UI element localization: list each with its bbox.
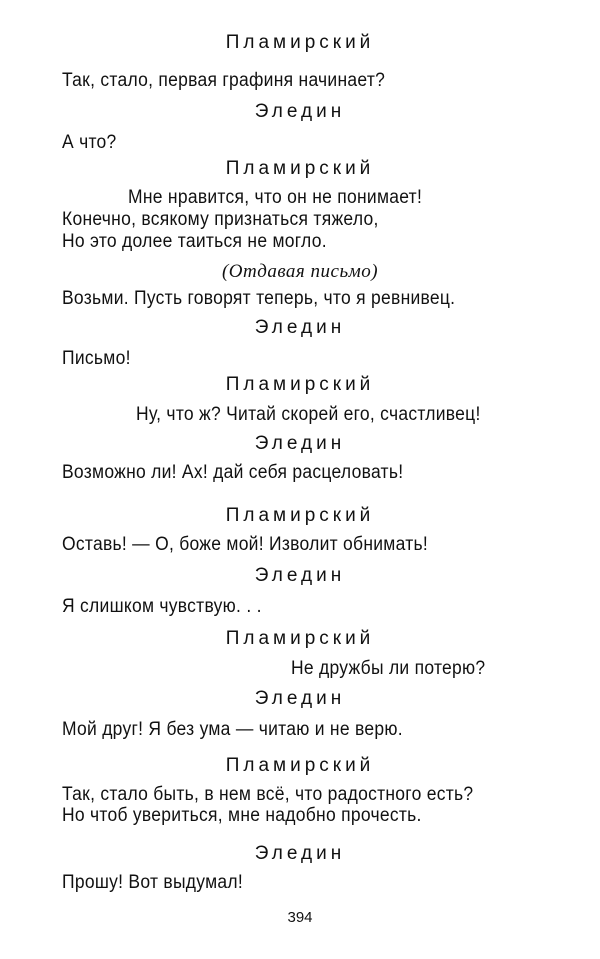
speaker-name: Эледин xyxy=(254,433,346,454)
speaker-name: Пламирский xyxy=(225,755,375,776)
verse-line: А что? xyxy=(62,132,117,153)
verse-line: Мне нравится, что он не понимает! xyxy=(128,187,423,208)
speaker-name: Эледин xyxy=(254,843,346,864)
speaker-name: Эледин xyxy=(254,101,346,122)
speaker-name: Пламирский xyxy=(225,158,375,179)
verse-line: Письмо! xyxy=(62,348,131,369)
speaker-name: Пламирский xyxy=(225,505,375,526)
verse-line: Но это долее таиться не могло. xyxy=(62,231,327,252)
verse-line: Возьми. Пусть говорят теперь, что я ревнивец. xyxy=(62,288,456,309)
speaker-name: Эледин xyxy=(254,688,346,709)
verse-line: Не дружбы ли потерю? xyxy=(291,658,486,679)
verse-line: Конечно, всякому признаться тяжело, xyxy=(62,209,379,230)
verse-line: Но чтоб увериться, мне надобно прочесть. xyxy=(62,805,422,826)
verse-line: Прошу! Вот выдумал! xyxy=(62,872,243,893)
verse-line: Я слишком чувствую. . . xyxy=(62,596,262,617)
speaker-name: Пламирский xyxy=(225,32,375,53)
verse-line: Так, стало быть, в нем всё, что радостного есть? xyxy=(62,784,474,805)
speaker-name: Эледин xyxy=(254,565,346,586)
verse-line: Возможно ли! Ах! дай себя расцеловать! xyxy=(62,462,404,483)
page-number: 394 xyxy=(287,909,313,926)
verse-line: Мой друг! Я без ума — читаю и не верю. xyxy=(62,719,403,740)
speaker-name: Эледин xyxy=(254,317,346,338)
verse-line: Оставь! — О, боже мой! Изволит обнимать! xyxy=(62,534,429,555)
speaker-name: Пламирский xyxy=(225,628,375,649)
stage-direction: (Отдавая письмо) xyxy=(221,261,379,282)
speaker-name: Пламирский xyxy=(225,374,375,395)
verse-line: Так, стало, первая графиня начинает? xyxy=(62,70,386,91)
verse-line: Ну, что ж? Читай скорей его, счастливец! xyxy=(136,404,481,425)
